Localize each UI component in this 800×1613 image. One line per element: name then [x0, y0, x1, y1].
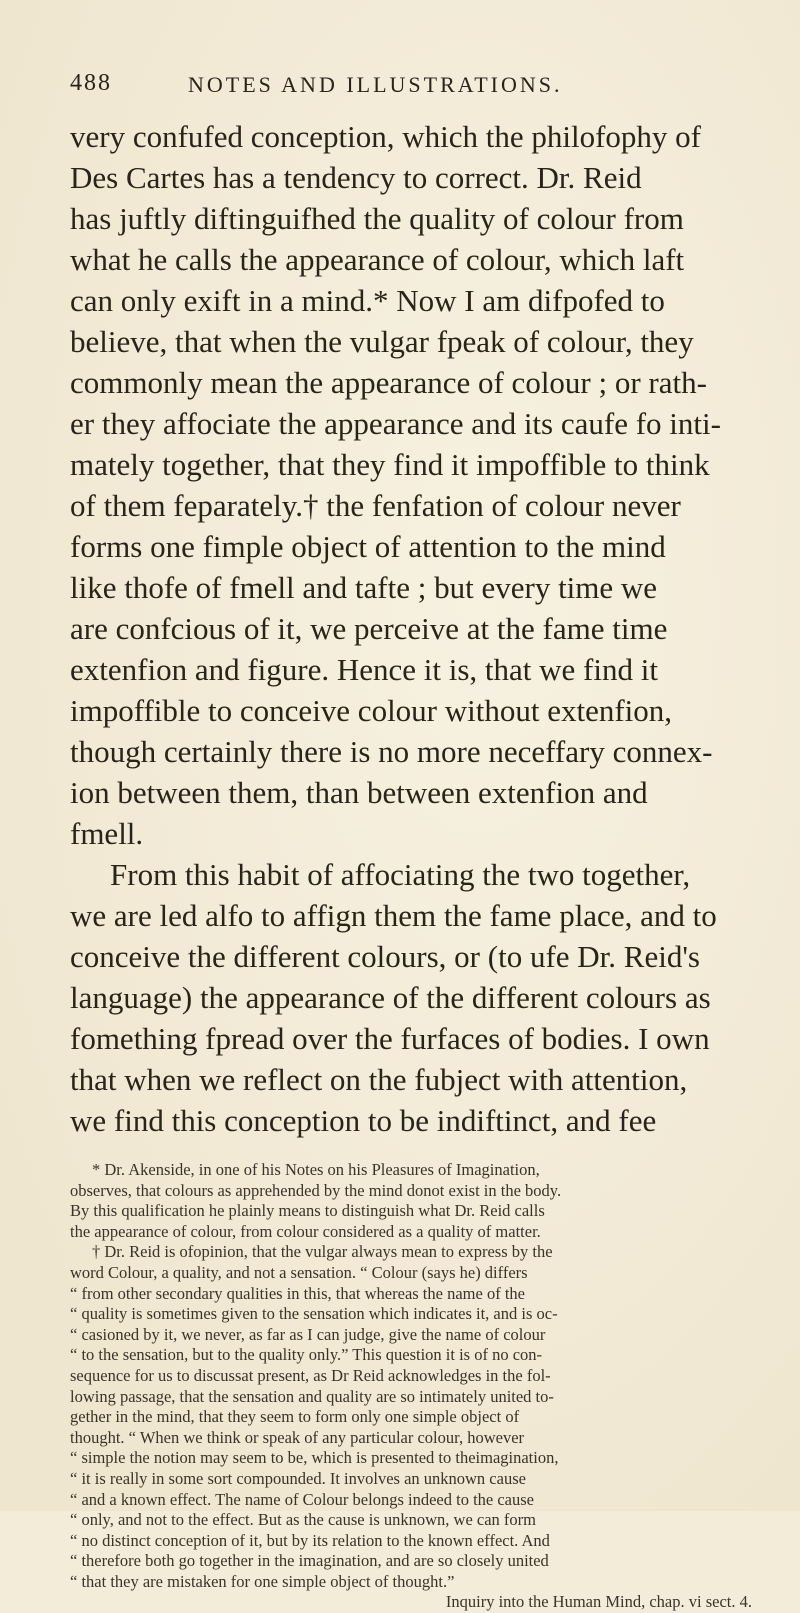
footnote-line: * Dr. Akenside, in one of his Notes on his Pleasures of Imagination, — [92, 1160, 540, 1179]
text-line: that when we reflect on the fubject with attention, — [70, 1062, 688, 1097]
paragraph-1 — [70, 116, 760, 854]
text-line: believe, that when the vulgar fpeak of colour, they — [70, 324, 694, 359]
footnotes — [70, 1160, 762, 1613]
paragraph-2 — [70, 854, 760, 1141]
footnote-line: the appearance of colour, from colour considered as a quality of matter. — [70, 1221, 541, 1241]
page-header — [70, 70, 748, 100]
text-line: impoffible to conceive colour without extenfion, — [70, 693, 673, 728]
text-line: can only exift in a mind.* Now I am difpofed to — [70, 283, 665, 318]
text-line: mately together, that they find it impoffible to think — [70, 447, 710, 482]
footnote-line: “ from other secondary qualities in this, that whereas the name of the — [70, 1283, 525, 1303]
footnote-line: “ quality is sometimes given to the sensation which indicates it, and is oc- — [70, 1304, 558, 1324]
footnote-line: lowing passage, that the sensation and quality are so intimately united to- — [70, 1386, 554, 1406]
footnote-line: “ and a known effect. The name of Colour belongs indeed to the cause — [70, 1489, 534, 1509]
text-line: we are led alfo to affign them the fame place, and to — [70, 898, 717, 933]
footnote-line: “ only, and not to the effect. But as the cause is unknown, we can form — [70, 1510, 536, 1530]
text-line: fomething fpread over the furfaces of bodies. I own — [70, 1021, 710, 1056]
text-line: language) the appearance of the different colours as — [70, 980, 711, 1015]
footnote-line: “ casioned by it, we never, as far as I can judge, give the name of colour — [70, 1324, 546, 1344]
running-head: NOTES AND ILLUSTRATIONS. — [188, 72, 563, 97]
text-line: er they affociate the appearance and its caufe fo inti- — [70, 406, 721, 441]
footnote-line: “ therefore both go together in the imagination, and are so closely united — [70, 1551, 549, 1571]
text-line: though certainly there is no more neceffary connex- — [70, 734, 713, 769]
page-number: 488 — [70, 70, 112, 96]
main-text — [70, 116, 760, 1141]
text-line: we find this conception to be indiftinct, and fee — [70, 1103, 657, 1138]
footnote-line: thought. “ When we think or speak of any particular colour, however — [70, 1427, 525, 1447]
footnote-line: “ no distinct conception of it, but by its relation to the known effect. And — [70, 1530, 550, 1550]
footnote-line: “ it is really in some sort compounded. It involves an unknown cause — [70, 1468, 526, 1488]
text-line: conceive the different colours, or (to ufe Dr. Reid's — [70, 939, 700, 974]
text-line: what he calls the appearance of colour, which laft — [70, 242, 685, 277]
text-line: forms one fimple object of attention to the mind — [70, 529, 666, 564]
footnote-line: sequence for us to discussat present, as Dr Reid acknowledges in the fol- — [70, 1365, 551, 1385]
text-line: has juftly diftinguifhed the quality of colour from — [70, 201, 684, 236]
footnote-line: observes, that colours as apprehended by the mind donot exist in the body. — [70, 1180, 562, 1200]
text-line: of them feparately.† the fenfation of colour never — [70, 488, 681, 523]
text-line: like thofe of fmell and tafte ; but every time we — [70, 570, 658, 605]
text-line: commonly mean the appearance of colour ; or rath- — [70, 365, 707, 400]
text-line: Des Cartes has a tendency to correct. Dr. Reid — [70, 160, 642, 195]
footnote-citation: Inquiry into the Human Mind, chap. vi sect. 4. — [445, 1592, 752, 1612]
footnote-line: By this qualification he plainly means to distinguish what Dr. Reid calls — [70, 1201, 545, 1221]
footnote-line: word Colour, a quality, and not a sensation. “ Colour (says he) differs — [70, 1262, 528, 1282]
footnote-line: gether in the mind, that they seem to form only one simple object of — [70, 1407, 520, 1427]
text-line: very confufed conception, which the philofophy of — [70, 119, 702, 154]
text-line: are confcious of it, we perceive at the fame time — [70, 611, 668, 646]
footnote-line: “ to the sensation, but to the quality only.” This question it is of no con- — [70, 1345, 543, 1365]
text-line: From this habit of affociating the two together, — [110, 857, 691, 892]
footnote-line: “ simple the notion may seem to be, which is presented to theimagination, — [70, 1448, 559, 1468]
footnote-line: “ that they are mistaken for one simple object of thought.” — [70, 1571, 455, 1591]
text-line: extenfion and figure. Hence it is, that we find it — [70, 652, 658, 687]
text-line: ion between them, than between extenfion and — [70, 775, 648, 810]
text-line: fmell. — [70, 816, 144, 851]
footnote-line: † Dr. Reid is ofopinion, that the vulgar always mean to express by the — [92, 1242, 553, 1262]
